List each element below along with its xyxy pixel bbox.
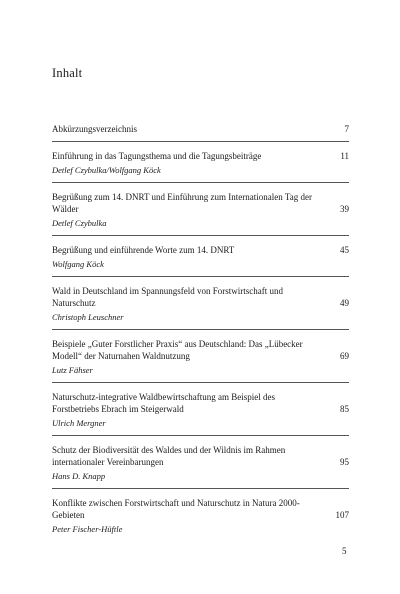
toc-entry-row	[52, 338, 349, 362]
toc-entry-title: Einführung in das Tagungsthema und die Tagungsbeiträge	[52, 151, 262, 161]
toc-entry-title: Abkürzungsverzeichnis	[52, 124, 137, 134]
toc-entry-page: 107	[335, 510, 349, 520]
toc-entry-row	[52, 191, 349, 215]
toc-entry-page: 95	[340, 457, 349, 467]
toc-entry-row	[52, 123, 349, 135]
toc-entry	[52, 191, 349, 236]
toc-entry	[52, 150, 349, 183]
toc-entry	[52, 123, 349, 142]
toc-entry	[52, 285, 349, 330]
toc-entry-title: Naturschutz-integrative Waldbewirtschaftung am Beispiel des Forstbetriebs Ebrach im Steigerwald	[52, 392, 276, 414]
toc-entry-title: Wald in Deutschland im Spannungsfeld von Forstwirtschaft und Naturschutz	[52, 286, 283, 308]
toc-entry	[52, 444, 349, 489]
toc-entry-page: 69	[340, 351, 349, 361]
toc-entry	[52, 244, 349, 277]
table-of-contents	[52, 123, 349, 549]
toc-entry-title: Beispiele „Guter Forstlicher Praxis“ aus Deutschland: Das „Lübecker Modell“ der Naturnahen Waldnutzung	[52, 339, 303, 361]
toc-entry-author: Peter Fischer-Hüftle	[52, 524, 123, 534]
toc-entry-author: Detlef Czybulka	[52, 218, 107, 228]
toc-entry-page: 49	[340, 298, 349, 308]
toc-entry-title: Konflikte zwischen Forstwirtschaft und Naturschutz in Natura 2000-Gebieten	[52, 498, 300, 520]
page-heading: Inhalt	[52, 66, 83, 80]
toc-entry-author: Christoph Leuschner	[52, 312, 124, 322]
toc-entry-row	[52, 150, 349, 162]
toc-entry-row	[52, 285, 349, 309]
toc-entry-author: Detlef Czybulka/Wolfgang Köck	[52, 165, 161, 175]
toc-entry-row	[52, 244, 349, 256]
toc-entry-author: Ulrich Mergner	[52, 418, 106, 428]
toc-entry-row	[52, 497, 349, 521]
toc-entry-author: Wolfgang Köck	[52, 259, 104, 269]
toc-entry-page: 45	[340, 245, 349, 255]
toc-entry-page: 85	[340, 404, 349, 414]
toc-entry-author: Lutz Fähser	[52, 365, 93, 375]
toc-entry-author: Hans D. Knapp	[52, 471, 106, 481]
toc-entry	[52, 338, 349, 383]
toc-entry-row	[52, 444, 349, 468]
toc-entry-page: 11	[340, 151, 349, 161]
toc-entry	[52, 497, 349, 541]
toc-entry-page: 7	[344, 124, 349, 134]
page-number: 5	[342, 546, 347, 556]
toc-entry-row	[52, 391, 349, 415]
toc-entry-title: Begrüßung zum 14. DNRT und Einführung zum Internationalen Tag der Wälder	[52, 192, 312, 214]
toc-entry-title: Schutz der Biodiversität des Waldes und der Wildnis im Rahmen internationaler Vereinbarungen	[52, 445, 286, 467]
toc-entry-title: Begrüßung und einführende Worte zum 14. DNRT	[52, 245, 235, 255]
toc-entry-page: 39	[340, 204, 349, 214]
toc-entry	[52, 391, 349, 436]
